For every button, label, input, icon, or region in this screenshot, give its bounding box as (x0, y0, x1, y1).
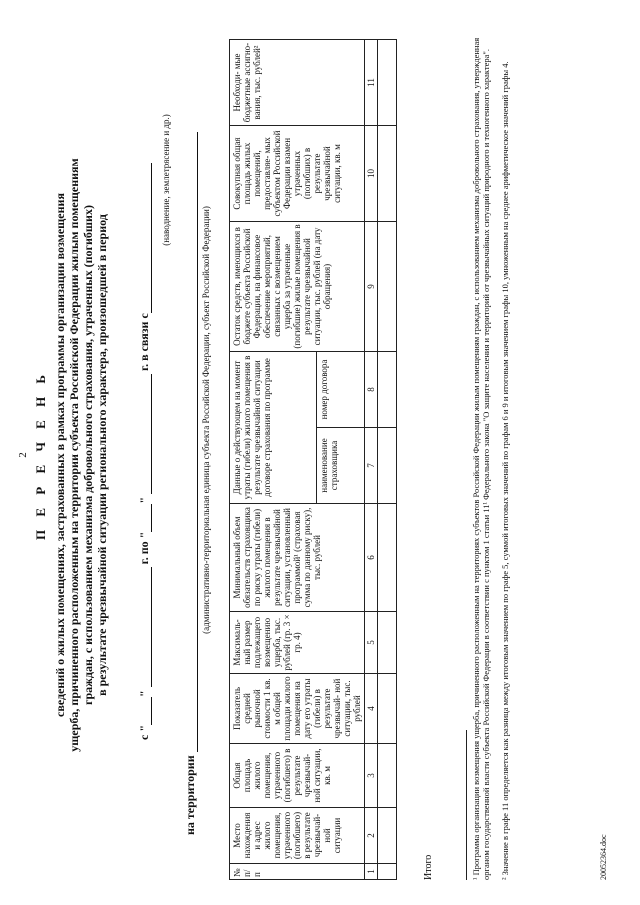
table-cell[interactable] (378, 744, 397, 808)
period-suffix: г. в связи с (137, 313, 151, 374)
column-number: 3 (365, 744, 378, 808)
table-cell[interactable] (378, 126, 397, 222)
column-number: 11 (365, 40, 378, 126)
column-number: 4 (365, 674, 378, 744)
column-number: 8 (365, 352, 378, 428)
table-row (378, 40, 397, 880)
rotated-content (11, 20, 621, 890)
column-number-row (365, 40, 378, 880)
territory-line (183, 55, 198, 835)
table-cell[interactable] (378, 864, 397, 880)
column-number: 5 (365, 612, 378, 674)
table-cell[interactable] (378, 40, 397, 126)
col-header-9: Остаток средств, имеющихся в бюджете субъекта Российской Федерации, на финансовое обеспечение мероприятий, связанных с возмещением ущерба за утраченные (погибшие) жилые помещения в результате чрезвычайной ситуации, тыс. рублей (на дату обращения) (230, 222, 365, 352)
table-cell[interactable] (378, 504, 397, 612)
title-line: сведений о жилых помещениях, застрахованных в рамках программы организации возмещения (53, 193, 67, 717)
column-number: 7 (365, 428, 378, 504)
footnote-2: ² Значение в графе 11 определяется как разница между итоговым значением по графе 5, суммой итоговых значений по графам 6 и 9 и итоговым значением графы 10, умноженным на среднее арифметическое значений графы 4. (500, 61, 510, 880)
col-header-7: наименование страховщика (316, 428, 364, 504)
period-prefix: с " (137, 725, 151, 740)
territory-note: (административно-территориальная единица субъекта Российской Федерации, субъект Российской Федерации) (201, 206, 211, 634)
col-header-4: Показатель средней рыночной стоимости 1 кв. м общей площади жилого помещения на дату его утраты (гибели) в результате чрезвычай- ной ситуации, тыс. рублей (230, 674, 365, 744)
table-header-row (230, 40, 317, 880)
col-header-2: Место нахождения и адрес жилого помещения, утраченного (погибшего) в результате чрезвычай- ной ситуации (230, 808, 365, 864)
period-mid3: " (137, 493, 151, 504)
period-line (137, 120, 152, 740)
table-cell[interactable] (378, 428, 397, 504)
table-cell[interactable] (378, 808, 397, 864)
territory-label: на территории (183, 755, 197, 835)
column-number: 10 (365, 126, 378, 222)
month-from-blank[interactable] (139, 567, 152, 687)
col-header-8: номер договора (316, 352, 364, 428)
col-header-5: Максималь- ный размер подлежащего возмещению ущерба, тыс. рублей (гр. 3 × гр. 4) (230, 612, 365, 674)
document-title (53, 60, 109, 850)
table-cell[interactable] (378, 222, 397, 352)
column-number: 6 (365, 504, 378, 612)
col-header-11: Необходи- мые бюджетные ассигно- вания, тыс. рублей² (230, 40, 365, 126)
title-line: в результате чрезвычайной ситуации регионального характера, произошедшей в период (95, 214, 109, 696)
title-line: ущерба, причиненного расположенным на территории субъекта Российской Федерации жилым помещениям (67, 158, 81, 752)
table-cell[interactable] (378, 352, 397, 428)
cause-blank[interactable] (139, 163, 152, 313)
cause-note: (наводнение, землетрясение и др.) (161, 114, 171, 246)
footnote-separator (466, 730, 467, 880)
day-to-blank[interactable] (139, 504, 152, 532)
day-from-blank[interactable] (139, 697, 152, 725)
col-header-10: Совокупная общая площадь жилых помещений, предоставляе- мых субъектом Российской Федерации взамен утраченных (погибших) в результате чрезвычайной ситуации, кв. м (230, 126, 365, 222)
column-number: 1 (365, 864, 378, 880)
col-header-6: Минимальный объем обязательств страховщика по риску утраты (гибели) жилого помещения в результате чрезвычайной ситуации, установленный программой¹ (страховая сумма по данному риску), тыс. рублей (230, 504, 365, 612)
column-number: 2 (365, 808, 378, 864)
document-heading: П Е Р Е Ч Е Н Ь (33, 369, 48, 541)
doc-filename: 20052364.doc (599, 834, 608, 880)
col-header-3: Общая площадь жилого помещения, утраченного (погибшего) в результате чрезвычай- ной ситуации, кв. м (230, 744, 365, 808)
col-header-7-8: Данные о действующем на момент утраты (гибели) жилого помещения в результате чрезвычайной ситуации договоре страхования по программе (230, 352, 317, 504)
month-to-blank[interactable] (139, 374, 152, 494)
table-cell[interactable] (378, 612, 397, 674)
footnote-1: ¹ Программа организации возмещения ущерба, причиненного расположенным на территориях субъектов Российской Федерации жилым помещениям граждан, с использованием механизма добровольного страхования, утвержденная органом государственной власти субъекта Российской Федерации в соответствии с пунктом 1 статьи 11¹ Федерального закона "О защите населения и территорий от чрезвычайных ситуаций природного и техногенного характера". (471, 37, 491, 880)
col-header-1: № п/п (230, 864, 365, 880)
table-cell[interactable] (378, 674, 397, 744)
column-number: 9 (365, 222, 378, 352)
total-label: Итого (423, 854, 434, 880)
period-mid2: г. по " (137, 531, 151, 568)
page-number: 2 (17, 452, 29, 458)
territory-blank[interactable] (185, 132, 198, 752)
period-mid1: " (137, 687, 151, 697)
data-table (229, 39, 397, 880)
title-line: граждан, с использованием механизма добровольного страхования, утраченных (погибших) (81, 205, 95, 705)
